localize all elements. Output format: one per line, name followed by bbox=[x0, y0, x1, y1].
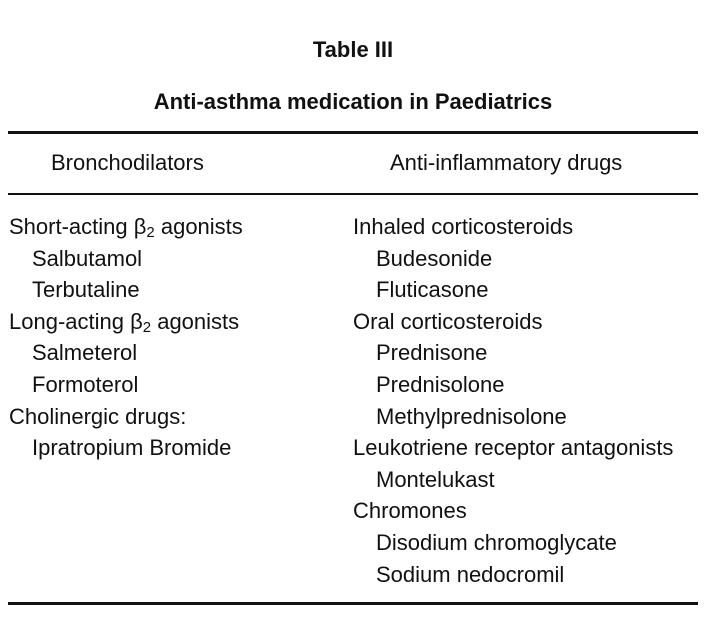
list-item: Terbutaline bbox=[32, 277, 140, 303]
header-rule bbox=[8, 193, 698, 195]
table-caption: Anti-asthma medication in Paediatrics bbox=[153, 89, 553, 114]
table-number: Table III bbox=[312, 37, 394, 62]
list-item: Chromones bbox=[353, 498, 467, 524]
list-item: Oral corticosteroids bbox=[353, 308, 543, 334]
list-item: Montelukast bbox=[376, 466, 495, 492]
list-item: Fluticasone bbox=[376, 277, 489, 303]
bottom-rule bbox=[8, 602, 698, 605]
list-item: Disodium chromoglycate bbox=[376, 529, 617, 555]
list-item: Inhaled corticosteroids bbox=[353, 214, 574, 239]
bronchodilators-list bbox=[9, 211, 243, 464]
list-item: Sodium nedocromil bbox=[376, 561, 565, 587]
top-rule bbox=[8, 131, 698, 134]
list-item: Budesonide bbox=[376, 245, 493, 271]
list-item: Prednisolone bbox=[376, 371, 505, 397]
anti-inflammatory-list bbox=[353, 211, 673, 590]
column-header-anti-inflammatory: Anti-inflammatory drugs bbox=[390, 150, 623, 175]
list-item: Methylprednisolone bbox=[376, 403, 567, 429]
list-item bbox=[9, 211, 243, 243]
subscript: 2 bbox=[146, 224, 155, 241]
list-item bbox=[9, 306, 243, 338]
list-item: Formoterol bbox=[32, 371, 139, 397]
list-item: Salbutamol bbox=[32, 245, 143, 271]
item-text-suffix: agonists bbox=[151, 308, 240, 334]
list-item: Prednisone bbox=[376, 340, 488, 366]
item-text: Long-acting β bbox=[9, 308, 143, 334]
item-text: Short-acting β bbox=[9, 214, 147, 239]
list-item: Salmeterol bbox=[32, 340, 138, 366]
column-header-bronchodilators: Bronchodilators bbox=[51, 150, 204, 175]
list-item: Cholinergic drugs: bbox=[9, 403, 187, 429]
list-item: Ipratropium Bromide bbox=[32, 435, 232, 461]
list-item: Leukotriene receptor antagonists bbox=[353, 435, 674, 461]
subscript: 2 bbox=[142, 318, 152, 336]
item-text-suffix: agonists bbox=[154, 214, 243, 239]
